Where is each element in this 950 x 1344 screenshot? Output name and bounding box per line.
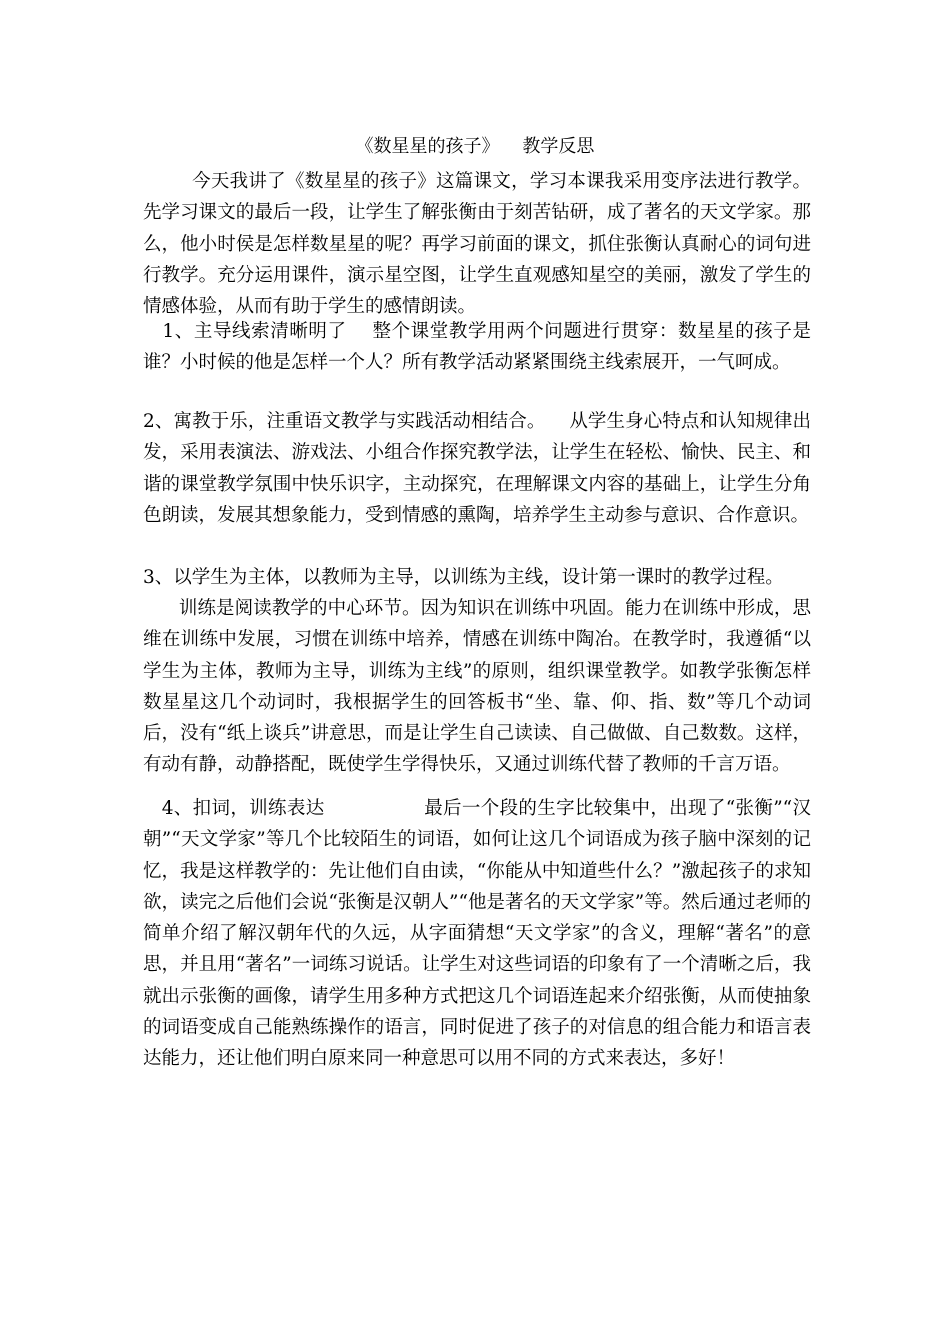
paragraph-point-3-heading: 3、以学生为主体，以教师为主导，以训练为主线，设计第一课时的教学过程。 (143, 567, 784, 588)
paragraph-point-3-body: 训练是阅读教学的中心环节。因为知识在训练中巩固。能力在训练中形成，思维在训练中发展，习惯在训练中培养，情感在训练中陶冶。在教学时，我遵循“以学生为主体，教师为主导，训练为主线”的原则，组织课堂教学。如教学张衡怎样数星星这几个动词时，我根据学生的回答板书“坐、靠、仰、指、数”等几个动词后，没有“纸上谈兵”讲意思，而是让学生自己读读、自己做做、自己数数。这样，有动有静，动静搭配，既使学生学得快乐，又通过训练代替了教师的千言万语。 (143, 598, 811, 776)
paragraph-point-4: 4、扣词，训练表达 最后一个段的生字比较集中，出现了“张衡”“汉朝”“天文学家”等几个比较陌生的词语，如何让这几个词语成为孩子脑中深刻的记忆，我是这样教学的：先让他们自由读，“你能从中知道些什么？”激起孩子的求知欲，读完之后他们会说“张衡是汉朝人”“他是著名的天文学家”等。然后通过老师的简单介绍了解汉朝年代的久远，从字面猜想“天文学家”的含义，理解“著名”的意思，并且用“著名”一词练习说话。让学生对这些词语的印象有了一个清晰之后，我就出示张衡的画像，请学生用多种方式把这几个词语连起来介绍张衡，从而使抽象的词语变成自己能熟练操作的语言，同时促进了孩子的对信息的组合能力和语言表达能力，还让他们明白原来同一种意思可以用不同的方式来表达，多好！ (143, 798, 811, 1070)
paragraph-point-1: 1、主导线索清晰明了 整个课堂教学用两个问题进行贯穿：数星星的孩子是谁？小时候的他是怎样一个人？所有教学活动紧紧围绕主线索展开，一气呵成。 (143, 321, 811, 374)
paragraph-intro: 今天我讲了《数星星的孩子》这篇课文，学习本课我采用变序法进行教学。先学习课文的最后一段，让学生了解张衡由于刻苦钻研，成了著名的天文学家。那么，他小时侯是怎样数星星的呢？再学习前面的课文，抓住张衡认真耐心的词句进行教学。充分运用课件，演示星空图，让学生直观感知星空的美丽，激发了学生的情感体验，从而有助于学生的感情朗读。 (143, 171, 811, 318)
paragraph-point-2: 2、寓教于乐，注重语文教学与实践活动相结合。 从学生身心特点和认知规律出发，采用表演法、游戏法、小组合作探究教学法，让学生在轻松、愉快、民主、和谐的课堂教学氛围中快乐识字，主动探究，在理解课文内容的基础上，让学生分角色朗读，发展其想象能力，受到情感的熏陶，培养学生主动参与意识、合作意识。 (143, 411, 811, 526)
document-title: 《数星星的孩子》 教学反思 (355, 136, 595, 157)
